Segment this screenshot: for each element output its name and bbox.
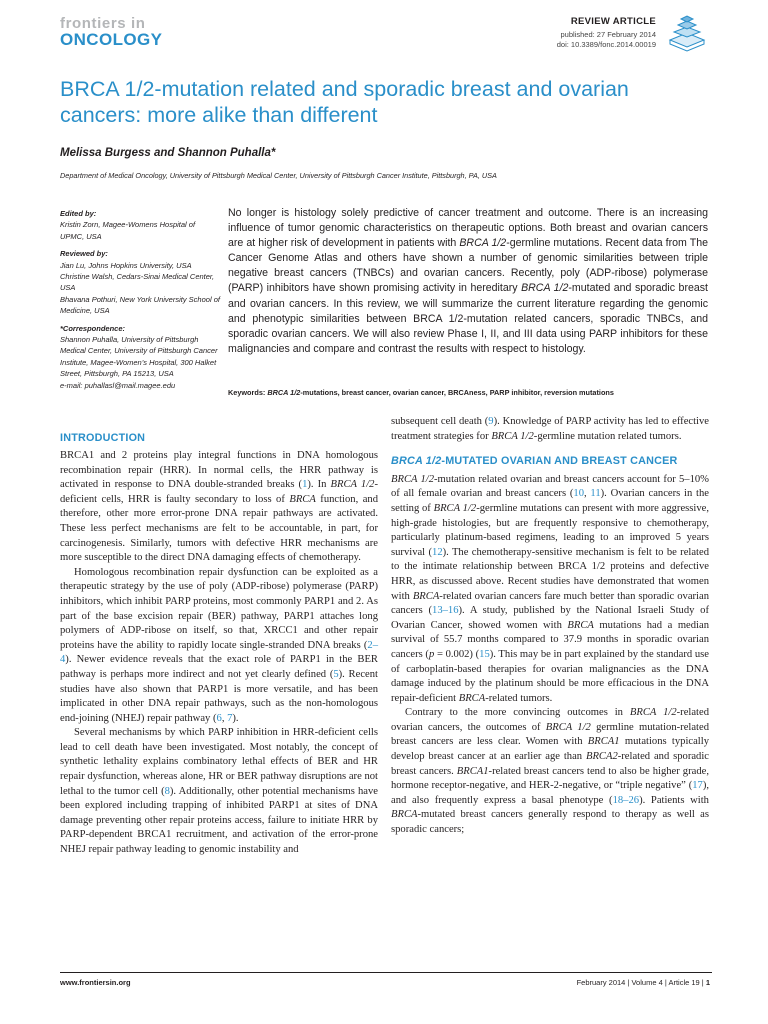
- gene-name: BRCA 1/2: [629, 707, 677, 719]
- text: -related ovarian cancers, the outcomes of: [391, 707, 709, 733]
- text: mutations had a median survival of 55.7 months compared to 37.9 months in sporadic ovarian cancers (: [391, 619, 709, 660]
- article-title: BRCA 1/2-mutation related and sporadic breast and ovarian cancers: more alike than different: [60, 77, 629, 127]
- correspondence-text: Shannon Puhalla, University of Pittsburgh Medical Center, University of Pittsburgh Cancer Institute, Magee-Women’s Hospital, 300 Halket Street, Pittsburgh, PA 15213, USA: [60, 335, 218, 379]
- text: -related ovarian cancers fare much better than sporadic ovarian cancers (: [391, 590, 709, 617]
- footer-divider: [60, 972, 712, 973]
- article-type: REVIEW ARTICLE: [570, 16, 656, 27]
- authors: Melissa Burgess and Shannon Puhalla*: [60, 147, 276, 159]
- affiliation: Department of Medical Oncology, University of Pittsburgh Medical Center, University of Pittsburgh Cancer Institute, Pittsburgh, PA, USA: [60, 171, 497, 180]
- text: ).: [232, 712, 239, 724]
- keywords-label: Keywords:: [228, 388, 266, 397]
- gene-name: BRCA 1/2: [330, 479, 375, 491]
- heading-gene: BRCA 1/2: [391, 455, 442, 468]
- journal-stack-icon: [664, 14, 710, 59]
- correspondence-email[interactable]: e-mail: puhallasl@mail.magee.edu: [60, 380, 176, 390]
- page-number: 1: [705, 978, 710, 987]
- citation-link[interactable]: 13–16: [432, 605, 459, 617]
- abstract-text: No longer is histology solely predictive of cancer treatment and outcome. There is an increasing influence of tumor genomic characteristics on therapeutic options. Both breast and ovarian cancers are at higher risk of development in patients with: [228, 207, 708, 250]
- text: -related and sporadic breast cancers.: [391, 751, 709, 777]
- gene-name: BRCA: [289, 493, 316, 505]
- text: germline mutation-related breast cancers are less clear. Women with: [391, 721, 709, 748]
- text: -related tumors.: [485, 692, 553, 704]
- text: -germline mutations can present with more aggressive, high-grade histologies, but are frequently responsive to chemotherapy, particularly platinum-based regimens, leading to an improved 5 years survival (: [391, 502, 709, 558]
- paragraph: [391, 706, 709, 837]
- text: mutations typically develop breast cancer at an earlier age than: [391, 736, 709, 763]
- text: ). The chemotherapy-sensitive mechanism is felt to be related to the intimate relationship between BRCA 1/2 proteins and defective HRR, as discussed above. Recent studies have demonstrated that women with: [391, 546, 709, 602]
- gene-name: BRCA 1/2: [391, 473, 435, 485]
- paragraph: [60, 449, 378, 566]
- text: ). Recent studies have also shown that PARP1 is more versatile, and has been implicated in other DNA repair pathways, such as the non-homologous end-joining (NHEJ) repair pathway (: [60, 668, 378, 724]
- citation-link[interactable]: 10: [573, 488, 584, 500]
- gene-name: BRCA: [412, 590, 440, 602]
- correspondence-label: *Correspondence:: [60, 323, 126, 333]
- gene-name: BRCA 1/2: [491, 430, 534, 442]
- text: -germline mutation related tumors.: [533, 430, 682, 442]
- section-heading-introduction: INTRODUCTION: [60, 432, 146, 444]
- gene-name: BRCA: [567, 619, 594, 631]
- keywords-text: -mutations, breast cancer, ovarian cancer, BRCAness, PARP inhibitor, reversion mutations: [300, 388, 614, 397]
- paragraph: [391, 415, 709, 444]
- text: subsequent cell death (: [391, 416, 489, 427]
- text: ). Additionally, other potential mechanisms have been explored including trapping of inhibited PARP1 at sites of DNA damage preventing other repair proteins access, failure to initiate HRR by PARP-dependent BRCA1 recruitment, and activation of the error-prone NHEJ repair pathway leading to genomic instability and: [60, 785, 378, 856]
- reviewer-3: Bhavana Pothuri, New York University School of Medicine, USA: [60, 294, 220, 316]
- citation-link[interactable]: 12: [432, 546, 443, 558]
- publication-date: published: 27 February 2014: [560, 30, 656, 39]
- journal-name-line2: ONCOLOGY: [60, 30, 163, 49]
- citation-link[interactable]: 18–26: [612, 794, 640, 806]
- p-value-symbol: p: [428, 648, 435, 660]
- text: function, and therefore, other more error-prone DNA repair pathways are activated. These less perfect mechanisms are felt to be accountable, in part, for carcinogenesis. Similarly, tumors with defective HRR mechanisms are more susceptible to the direct DNA damaging effects of chemotherapy.: [60, 493, 379, 564]
- text: ). This may be in part explained by the standard use of carboplatin-based therapies for ovarian malignancies as the DNA damage induced by the platinum should be more efficacious in the DNA repair-deficient: [391, 648, 710, 704]
- paragraph: [391, 473, 709, 707]
- doi-link[interactable]: doi: 10.3389/fonc.2014.00019: [556, 40, 656, 49]
- text: -related breast cancers tend to also be higher grade, hormone receptor-negative, and HER-2-negative, or “triple negative” (: [391, 765, 709, 792]
- gene-name: BRCA 1/2: [433, 502, 477, 514]
- abstract: [228, 206, 708, 357]
- text: ,: [221, 712, 228, 724]
- paragraph: [60, 566, 378, 727]
- citation-link[interactable]: 9: [488, 416, 494, 427]
- text: ). Knowledge of PARP activity has led to effective treatment strategies for: [391, 416, 709, 442]
- citation-link[interactable]: 5: [333, 668, 339, 680]
- journal-name-line1: frontiers in: [60, 15, 146, 32]
- journal-website-link[interactable]: www.frontiersin.org: [60, 978, 131, 987]
- edited-by-text: Kristin Zorn, Magee-Womens Hospital of UPMC, USA: [60, 220, 196, 241]
- text: Several mechanisms by which PARP inhibition in HRR-deficient cells lead to cell death have been investigated. Most notably, the concept of synthetic lethality explains combinatory lethal effects of BER and HR repair dysfunction, whereas alone, HR or BER pathway disruptions are not lethal to the tumor cell (: [60, 727, 378, 797]
- citation-link[interactable]: 11: [590, 488, 601, 500]
- reviewer-2: Christine Walsh, Cedars-Sinai Medical Center, USA: [60, 272, 215, 293]
- text: Homologous recombination repair dysfunction can be exploited as a therapeutic strategy by the use of poly (ADP-ribose) polymerase (PARP) inhibitors, which inhibit PARP proteins, most commonly PARP1 and 2. As part of the base excision repair (BER) pathway, PARP1 attaches long polymers of ADP-ribose on itself, so that, XRCC1 and other repair proteins have the ability to rapidly locate single-stranded DNA breaks (: [60, 566, 378, 651]
- text: ). A study, published by the National Israeli Study of Ovarian Cancer, showed women with: [391, 605, 709, 631]
- text: ). Ovarian cancers in the setting of: [391, 488, 710, 514]
- body-column-right: [391, 415, 709, 838]
- footer-citation: [577, 978, 710, 987]
- abstract-gene: BRCA 1/2: [459, 237, 507, 250]
- text: -mutation related ovarian and breast cancers account for 5–10% of all female ovarian and breast cancers (: [391, 473, 709, 500]
- body-column-left: [60, 449, 378, 858]
- edited-by-label: Edited by:: [60, 209, 97, 218]
- section-heading-brca: [391, 454, 709, 469]
- reviewed-by-label: Reviewed by:: [60, 249, 108, 259]
- reviewer-1: Jian Lu, Johns Hopkins University, USA: [60, 260, 192, 270]
- text: ). In: [307, 479, 331, 491]
- citation-link[interactable]: 8: [164, 785, 170, 797]
- citation-link[interactable]: 15: [479, 648, 490, 660]
- gene-name: BRCA: [458, 692, 486, 704]
- citation-link[interactable]: 17: [692, 780, 703, 792]
- keyword-gene: BRCA 1/2: [267, 388, 301, 397]
- heading-text: -MUTATED OVARIAN AND BREAST CANCER: [441, 455, 678, 468]
- keywords: [228, 388, 718, 397]
- abstract-gene: BRCA 1/2: [521, 282, 569, 295]
- abstract-text: -mutated and sporadic breast and ovarian cancers. In this review, we will summarize the current literature regarding the genomic and phenotypic similarities between BRCA 1/2-mutation related cancers, sporadic TNBCs, and sporadic ovarian cancers. We will also review Phase I, II, and III data using PARP inhibitors for these malignancies and compare and contrast the results with respect to histology.: [228, 282, 708, 355]
- gene-name: BRCA 1/2: [545, 721, 591, 733]
- text: ), and also frequently express a basal phenotype (: [391, 780, 709, 806]
- text: ). Newer evidence reveals that the exact role of PARP1 in the BER pathway is perhaps more indirect and not yet clearly defined (: [60, 654, 378, 680]
- citation-link[interactable]: 6: [216, 712, 222, 724]
- paragraph: [60, 726, 378, 857]
- gene-name: BRCA1: [587, 736, 620, 748]
- text: ). Patients with: [639, 794, 709, 806]
- gene-name: BRCA2: [585, 751, 618, 763]
- text: -mutated breast cancers generally respond to therapy as well as sporadic cancers;: [391, 809, 709, 836]
- citation-link[interactable]: 1: [302, 479, 308, 491]
- journal-logo: [60, 16, 162, 49]
- gene-name: BRCA: [391, 809, 418, 821]
- text: Contrary to the more convincing outcomes in: [405, 707, 630, 719]
- gene-name: BRCA1: [456, 765, 489, 777]
- citation-link[interactable]: 7: [227, 712, 233, 724]
- citation-link[interactable]: 2–4: [60, 639, 378, 666]
- text: = 0.002) (: [434, 648, 480, 660]
- abstract-text: -germline mutations. Recent data from The Cancer Genome Atlas and others have shown a number of genomic similarities between triple negative breast cancers (TNBCs) and ovarian cancers. Recently, poly (ADP-ribose) polymerase (PARP) inhibitors have shown promising activity in hereditary: [228, 237, 708, 295]
- text: ,: [583, 488, 591, 500]
- footer-meta-text: February 2014 | Volume 4 | Article 19 |: [576, 978, 706, 987]
- article-info-sidebar: [60, 208, 220, 391]
- text: -deficient cells, HRR is faulty secondary to loss of: [60, 479, 378, 505]
- text: BRCA1 and 2 proteins play integral functions in DNA homologous recombination repair (HRR). In normal cells, the HRR pathway is activated in response to DNA double-stranded breaks (: [60, 450, 378, 491]
